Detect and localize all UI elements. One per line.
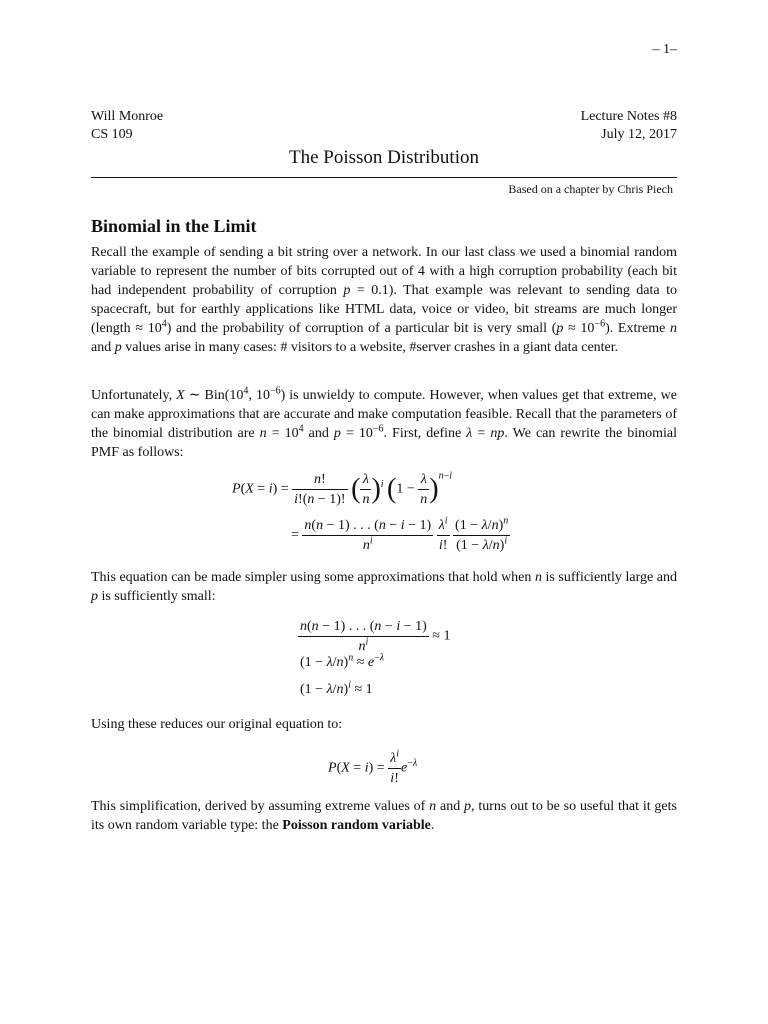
course: CS 109 bbox=[91, 127, 133, 142]
paragraph-1: Recall the example of sending a bit string over a network. In our last class we used a binomial random variable to represent the number of bits corrupted out of 4 with a high corruption probability (each bit had independent probability of corruption p = 0.1). That example was relevant to sending data to spacecraft, but for earthly applications like HTML data, voice or video, bit streams are much longer (length ≈ $10^4$) and the probability of corruption of a particular bit is very small $(p \approx 10^{-6})$. Extreme n and p values arise in many cases: # visitors to a website, #server crashes in a giant data center. bbox=[91, 245, 678, 355]
document-title: The Poisson Distribution bbox=[288, 147, 479, 168]
approximation-2: $(1 - \lambda/n)^n \approx e^{-\lambda}$ bbox=[300, 652, 385, 670]
approximation-3: $(1 - \lambda/n)^i \approx 1$ bbox=[300, 679, 373, 697]
binomial-pmf-equation-line-2: = $\frac{n(n - 1) . . . (n - i - 1)}{n^i}$ $\frac{\lambda^i}{i!}$ $\frac{(1 - \lambda/n)^n}{(1 - \lambda/n)^i}$ bbox=[291, 515, 509, 553]
binomial-pmf-equation-line-1: P(X = i) = $\frac{n!}{i!(n - 1)!}$ ( $\frac{\lambda}{n}$ )$^i$ (1 − $\frac{\lambda}{n}$ )$^{n-i}$ bbox=[232, 470, 453, 507]
date: July 12, 2017 bbox=[601, 127, 677, 142]
paragraph-5: This simplification, derived by assuming extreme values of n and p, turns out to be so useful that it gets its own random variable type: the Poisson random variable. bbox=[91, 799, 677, 833]
author: Will Monroe bbox=[91, 109, 164, 124]
paragraph-4: Using these reduces our original equation to: bbox=[91, 717, 343, 732]
section-heading: Binomial in the Limit bbox=[91, 216, 257, 236]
title-rule bbox=[91, 177, 677, 178]
lecture-notes-number: Lecture Notes #8 bbox=[580, 109, 677, 124]
paragraph-3: This equation can be made simpler using some approximations that hold when n is sufficiently large and p is sufficiently small: bbox=[91, 570, 677, 604]
approximation-1: $\frac{n(n - 1) . . . (n - i - 1)}{n^i}$ ≈ 1 bbox=[300, 619, 451, 654]
poisson-random-variable-term: Poisson random variable bbox=[282, 818, 431, 833]
page-number: – 1– bbox=[652, 42, 677, 57]
poisson-pmf-equation: P(X = i) = $\frac{\lambda^i}{i!}$ $e^{-\lambda}$ bbox=[328, 748, 418, 786]
credit-line: Based on a chapter by Chris Piech bbox=[508, 182, 673, 196]
paragraph-2: Unfortunately, X ∼ $Bin(10^4$, $10^{-6}$) is unwieldy to compute. However, when values get that extreme, we can make approximations that are accurate and make computation feasible. Recall that the parameters of the binomial distribution are $n = 10^4$ and $p = 10^{-6}$. First, define λ = np. We can rewrite the binomial PMF as follows: bbox=[91, 385, 678, 460]
